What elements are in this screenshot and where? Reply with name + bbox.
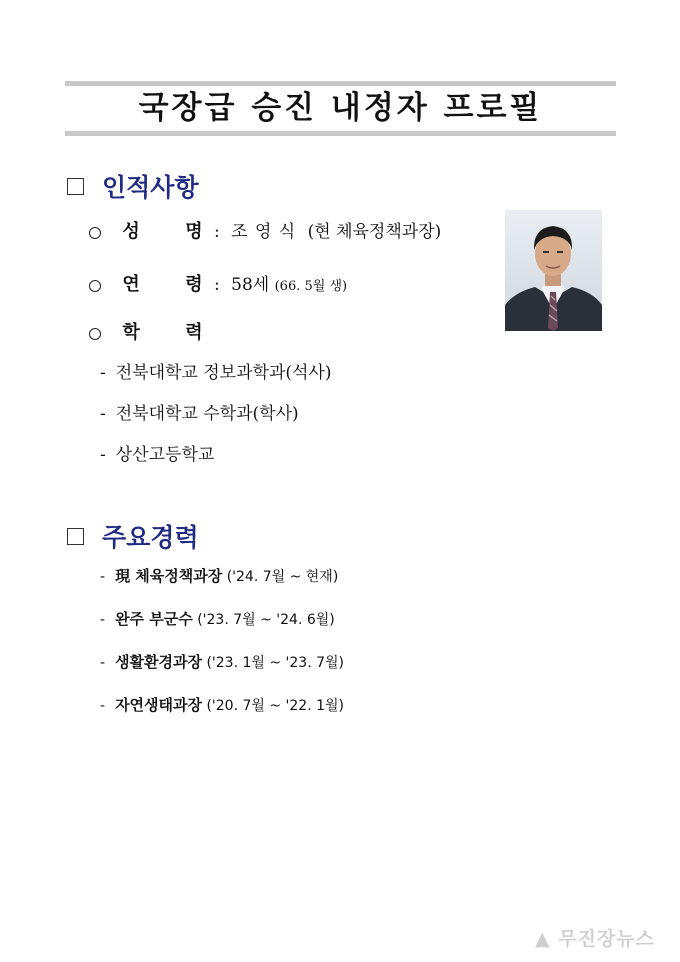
watermark-text: 무진장뉴스 — [558, 928, 656, 950]
name-label-2: 명 — [185, 221, 203, 242]
section-career-heading — [67, 518, 199, 554]
education-item-text: 전북대학교 수학과(학사) — [115, 404, 299, 424]
page-title: 국장급 승진 내정자 프로필 — [138, 90, 543, 126]
name-label: 성 — [122, 221, 140, 242]
age-label-2: 령 — [185, 274, 203, 295]
career-item: - 생활환경과장 ('23. 1월 ~ '23. 7월) — [100, 653, 345, 671]
education-label: 학 — [122, 322, 140, 343]
title-rule-bottom — [65, 131, 616, 136]
name-row — [89, 217, 441, 243]
career-item: - 現 체육정책과장 ('24. 7월 ~ 현재) — [100, 567, 339, 585]
checkbox-square-icon — [67, 528, 84, 545]
education-row — [89, 318, 203, 344]
education-item-text: 상산고등학교 — [115, 445, 215, 465]
section-personal-title: 인적사항 — [102, 173, 199, 202]
watermark-logo — [535, 924, 655, 951]
age-note: (66. 5월 생) — [274, 279, 348, 294]
circle-bullet-icon — [89, 328, 101, 340]
education-item-text: 전북대학교 정보과학과(석사) — [115, 363, 332, 383]
career-role: 現 체육정책과장 — [115, 567, 223, 585]
circle-bullet-icon — [89, 280, 101, 292]
age-label: 연 — [122, 274, 140, 295]
section-personal-heading — [67, 168, 199, 204]
career-role: 완주 부군수 — [115, 610, 193, 628]
circle-bullet-icon — [89, 227, 101, 239]
career-role: 자연생태과장 — [115, 696, 203, 714]
career-period: ('23. 1월 ~ '23. 7월) — [206, 655, 345, 671]
career-period: ('24. 7월 ~ 현재) — [226, 569, 339, 585]
career-item: - 자연생태과장 ('20. 7월 ~ '22. 1월) — [100, 696, 345, 714]
education-item: - 전북대학교 수학과(학사) — [100, 404, 299, 424]
education-label-2: 력 — [185, 322, 203, 343]
age-row — [89, 270, 347, 296]
education-item: - 상산고등학교 — [100, 445, 215, 465]
portrait-photo — [505, 210, 602, 331]
section-career-title: 주요경력 — [102, 523, 199, 552]
title-rule-top — [65, 81, 616, 86]
checkbox-square-icon — [67, 178, 84, 195]
career-period: ('23. 7월 ~ '24. 6월) — [197, 612, 335, 628]
career-item: - 완주 부군수 ('23. 7월 ~ '24. 6월) — [100, 610, 335, 628]
career-role: 생활환경과장 — [115, 653, 203, 671]
watermark-mountain-icon: ▲ — [535, 928, 559, 950]
age-value: 58세 — [231, 275, 270, 295]
name-value: 조 영 식 — [231, 222, 297, 242]
age-colon: : — [214, 275, 220, 295]
name-note: (현 체육정책과장) — [307, 222, 442, 242]
name-colon: : — [214, 222, 220, 242]
education-item: - 전북대학교 정보과학과(석사) — [100, 363, 332, 383]
career-period: ('20. 7월 ~ '22. 1월) — [206, 698, 345, 714]
